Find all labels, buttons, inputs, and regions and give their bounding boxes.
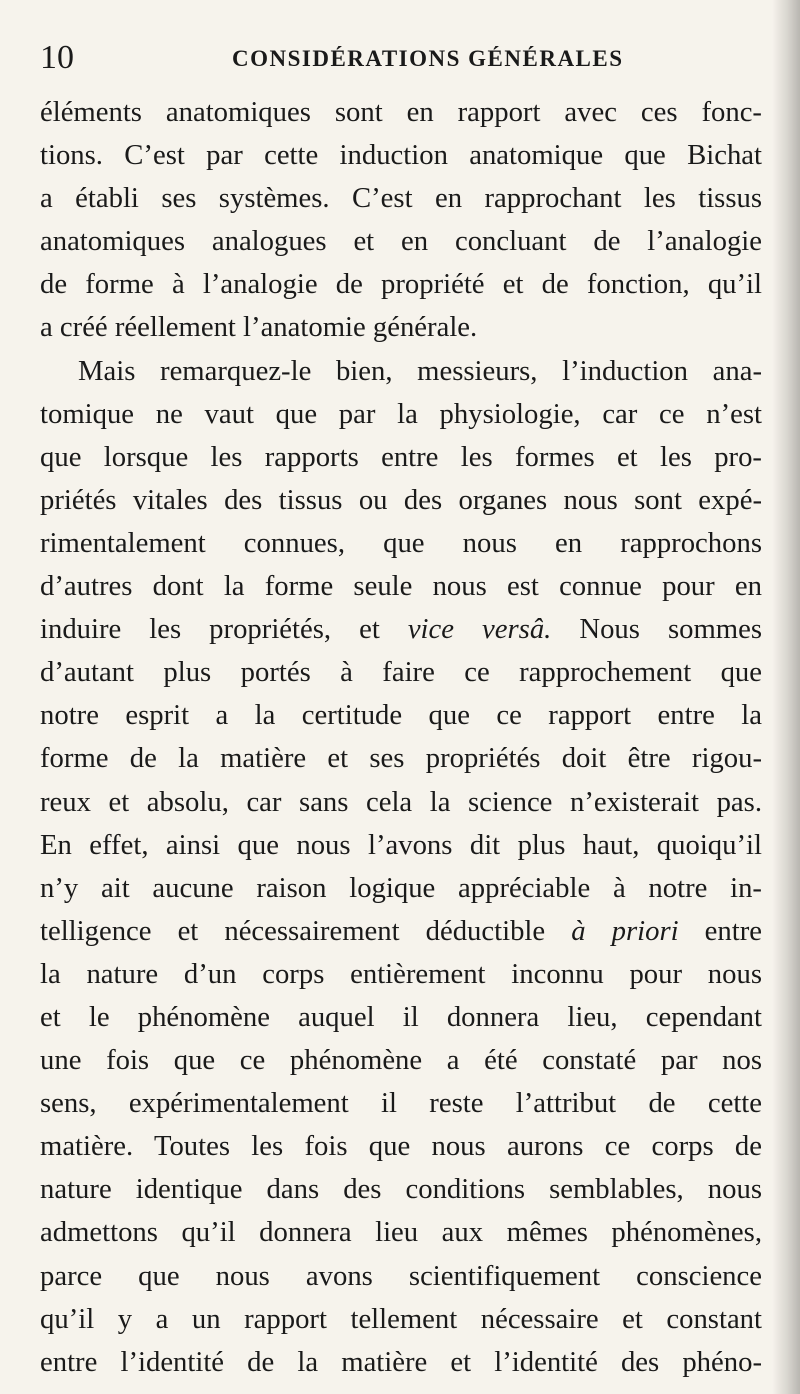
line-text: telligence et nécessairement déductible: [40, 914, 572, 947]
text-line: anatomiques analogues et en concluant de l’analogie: [40, 225, 762, 258]
text-line: d’autant plus portés à faire ce rapprochement que: [40, 656, 762, 689]
text-line: a créé réellement l’anatomie générale.: [40, 311, 478, 344]
text-line: notre esprit a la certitude que ce rapport entre la: [40, 699, 762, 732]
text-line: sens, expérimentalement il reste l’attribut de cette: [40, 1087, 762, 1120]
text-line: [40, 910, 762, 953]
text-line: tomique ne vaut que par la physiologie, car ce n’est: [40, 397, 762, 430]
italic-phrase: à priori: [571, 914, 679, 947]
page-edge-shadow: [772, 0, 800, 1394]
text-line: [40, 608, 762, 651]
line-text: induire les propriétés, et: [40, 613, 408, 646]
running-head: CONSIDÉRATIONS GÉNÉRALES: [232, 46, 624, 71]
text-line: priétés vitales des tissus ou des organes nous sont expé-: [40, 483, 762, 516]
text-line: parce que nous avons scientifiquement conscience: [40, 1259, 762, 1292]
text-line: En effet, ainsi que nous l’avons dit plus haut, quoiqu’il: [40, 828, 762, 861]
text-line: admettons qu’il donnera lieu aux mêmes phénomènes,: [40, 1216, 762, 1249]
line-text: Nous sommes: [551, 613, 762, 646]
line-text: entre: [678, 914, 762, 947]
text-line: rimentalement connues, que nous en rapprochons: [40, 526, 762, 559]
text-line: a établi ses systèmes. C’est en rapprochant les tissus: [40, 182, 762, 215]
text-line: une fois que ce phénomène a été constaté par nos: [40, 1044, 762, 1077]
body-text: [40, 91, 762, 1384]
text-line: Mais remarquez-le bien, messieurs, l’induction ana-: [78, 354, 762, 387]
text-line: reux et absolu, car sans cela la science n’existerait pas.: [40, 785, 762, 818]
page-header: [40, 34, 760, 80]
text-line: qu’il y a un rapport tellement nécessaire et constant: [40, 1302, 762, 1335]
text-line: entre l’identité de la matière et l’identité des phéno-: [40, 1345, 762, 1378]
text-line: forme de la matière et ses propriétés doit être rigou-: [40, 742, 762, 775]
text-line: que lorsque les rapports entre les formes et les pro-: [40, 440, 762, 473]
text-line: matière. Toutes les fois que nous aurons ce corps de: [40, 1130, 762, 1163]
page-number: 10: [40, 39, 74, 76]
text-line: de forme à l’analogie de propriété et de fonction, qu’il: [40, 268, 762, 301]
text-line: la nature d’un corps entièrement inconnu pour nous: [40, 957, 762, 990]
italic-phrase: vice versâ.: [407, 613, 552, 646]
text-line: éléments anatomiques sont en rapport avec ces fonc-: [40, 96, 762, 128]
text-line: d’autres dont la forme seule nous est connue pour en: [40, 570, 762, 603]
text-line: et le phénomène auquel il donnera lieu, cependant: [40, 1000, 762, 1033]
text-line: tions. C’est par cette induction anatomique que Bichat: [40, 139, 762, 172]
text-line: nature identique dans des conditions semblables, nous: [40, 1173, 762, 1206]
text-line: n’y ait aucune raison logique appréciable à notre in-: [40, 871, 762, 904]
